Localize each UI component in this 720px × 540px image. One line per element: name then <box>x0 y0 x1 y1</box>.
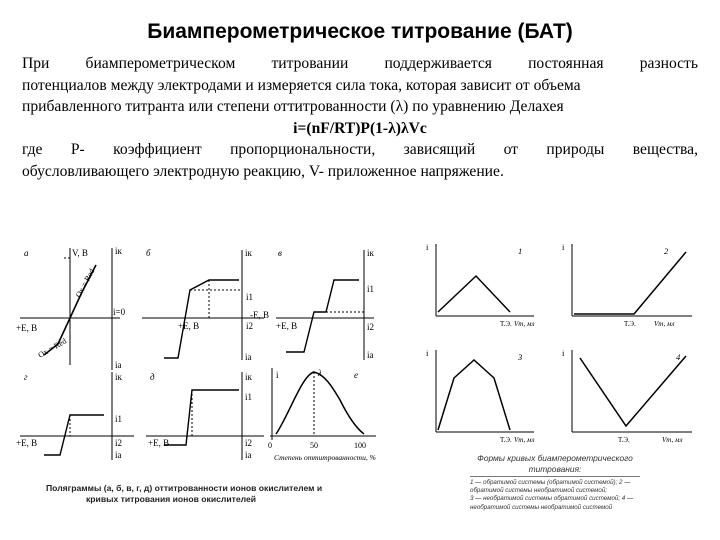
curve-line <box>438 360 510 430</box>
ik-label: iк <box>245 248 252 258</box>
pos-e-label: +Е, В <box>16 438 38 448</box>
curve-line <box>286 280 359 352</box>
paragraph-line: обусловливающего электродную реакцию, V- приложенное напряжение. <box>22 162 504 180</box>
i2-label: i2 <box>245 438 253 448</box>
equivalence-tick: Т.Э. <box>500 320 512 328</box>
i-axis-label: i <box>562 348 565 358</box>
i2-label: i2 <box>367 322 375 332</box>
neg-e-label: -Е, В <box>250 310 269 320</box>
polarogram-figure <box>14 240 384 475</box>
i2-label: i2 <box>115 438 123 448</box>
curve-line <box>44 415 104 455</box>
legend-line: 3 — необратимой системы обратимой системой; 4 — необратимой системы необратимой системой <box>470 495 634 511</box>
curve-line <box>164 390 239 445</box>
paragraph-line: При биамперометрическом титровании поддерживается постоянная разность <box>22 55 698 72</box>
i-axis-label: i <box>426 348 429 358</box>
caption-line: кривых титрования ионов окислителей <box>86 494 257 504</box>
i1-label: i1 <box>246 292 254 302</box>
equivalence-tick: Т.Э. <box>624 320 636 328</box>
panel-label: б <box>146 248 151 258</box>
curve-line <box>438 276 510 312</box>
x-axis-label: Vт, мл <box>654 320 675 328</box>
x-axis-label: Степень оттитрованности, % <box>274 453 376 462</box>
ik-label: iк <box>115 246 122 256</box>
pos-e-label: +Е, В <box>148 438 170 448</box>
paragraph-line: прибавленного титранта или степени оттитрованности (λ) по уравнению Делахея <box>22 98 564 115</box>
caption-title: Формы кривых биамперометрического титрования: <box>477 453 633 474</box>
text-paragraph <box>22 53 698 182</box>
curve-number: 2 <box>664 246 669 256</box>
curve-number: 3 <box>518 352 523 362</box>
polarogram-a <box>20 248 120 370</box>
tick-label: 100 <box>354 441 366 450</box>
curve-line <box>276 372 364 434</box>
ik-label: iк <box>115 372 122 382</box>
panel-label: г <box>24 372 28 382</box>
curve-line <box>580 356 686 426</box>
curve-line <box>574 252 686 314</box>
ia-label: iа <box>245 450 252 460</box>
i-axis-label: i <box>426 242 429 252</box>
x-axis-label: Vт, мл <box>662 436 683 444</box>
titration-caption <box>470 453 640 512</box>
i2-label: i2 <box>246 321 254 331</box>
x-axis-label: Vт, мл <box>514 320 535 328</box>
v-axis-label: V, B <box>72 248 88 258</box>
titration-curve-4 <box>572 350 692 432</box>
legend-line: 1 — обратимой системы (обратимой системой); 2 — обратимой системы необратимой системой; <box>470 479 631 495</box>
curve-label: Ox = Red <box>73 267 97 299</box>
neg-e-label: +Е, В <box>16 323 38 333</box>
titration-curve-3 <box>436 350 534 432</box>
curve-line <box>164 280 239 358</box>
titration-curves-figure <box>424 238 706 450</box>
pos-e-label: +Е, В <box>178 321 200 331</box>
ik-label: iк <box>367 248 374 258</box>
x-axis-label: Vт, мл <box>514 436 535 444</box>
titration-curve-2 <box>572 244 692 316</box>
curve-number: 1 <box>518 246 523 256</box>
caption-legend <box>470 476 640 512</box>
panel-label: в <box>278 248 282 258</box>
pos-e-label: +Е, В <box>276 321 298 331</box>
ia-label: iа <box>115 450 122 460</box>
panel-label: а <box>24 248 29 258</box>
polarogram-caption <box>46 483 382 505</box>
curve-label: Ox = Red <box>36 336 69 360</box>
i-axis-label: i <box>562 242 565 252</box>
i-axis-label: i <box>276 370 279 380</box>
ia-label: iа <box>245 352 252 362</box>
paragraph-line: где Р- коэффициент пропорциональности, зависящий от природы вещества, <box>22 141 698 158</box>
peak-label: λ <box>318 368 322 378</box>
i1-label: i1 <box>367 284 375 294</box>
i1-label: i1 <box>245 392 253 402</box>
page-title: Биамперометрическое титрование (БАТ) <box>147 20 573 43</box>
equivalence-tick: Т.Э. <box>500 436 512 444</box>
curve-number: 4 <box>676 352 681 362</box>
tick-label: 50 <box>310 441 318 450</box>
titration-degree-plot <box>270 368 376 440</box>
polarogram-b <box>142 250 264 360</box>
tick-label: 0 <box>268 441 272 450</box>
ia-label: iа <box>367 350 374 360</box>
ik-label: iк <box>245 372 252 382</box>
panel-label: е <box>354 370 358 380</box>
polarogram-v <box>276 250 374 360</box>
ia-label: iа <box>115 360 122 370</box>
i1-label: i1 <box>115 414 123 424</box>
paragraph-line: потенциалов между электродами и измеряется сила тока, которая зависит от объема <box>22 76 581 94</box>
delahay-formula: i=(nF/RT)P(1-λ)λVc <box>293 119 427 137</box>
panel-label: д <box>150 372 155 382</box>
zero-current-label: i=0 <box>113 307 126 317</box>
equivalence-tick: Т.Э. <box>618 436 630 444</box>
caption-line: Поляграммы (а, б, в, г, д) оттитрованности ионов окислителем и <box>46 483 323 493</box>
